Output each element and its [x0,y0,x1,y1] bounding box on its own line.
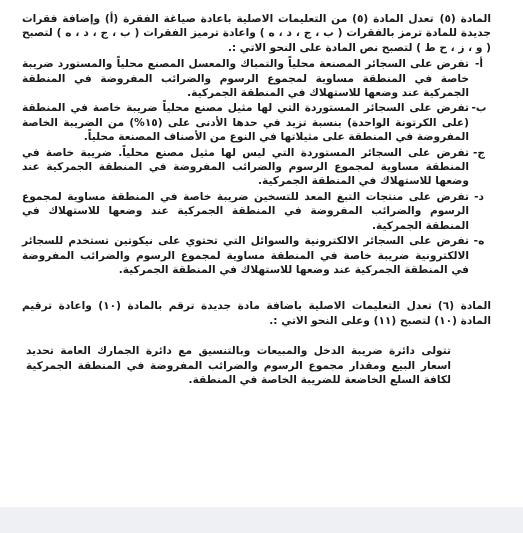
article-5-intro-text: تعدل المادة (٥) من التعليمات الاصلية باعادة صياغة الفقرة (أ) وإضافة فقرات جديدة للمادة ترمز بالفقرات ( ب ، ج ، د ، ه ) واعادة ترميز الفقرات ( ب ، ج ، د ، ه ) لتصبح ( و ، ز ، ح ط ) لتصبح نص المادة على النحو الاتي :. [22,13,491,54]
article-5-label: المادة (٥) [439,13,491,25]
item-text: تفرض على السجائر المصنعة محلياً والتمباك والمعسل المصنع محلياً والمستورد ضريبة خاصة في المنطقة مساوية لمجموع الرسوم والضرائب المفروضة في المنطقة الجمركية عند وضعها للاستهلاك في المنطقة الجمركية. [22,58,469,100]
item-letter: ج- [472,146,486,159]
article-5-item-c [22,146,486,189]
item-letter: د- [474,190,484,203]
article-6 [22,299,491,328]
article-5 [22,12,491,277]
item-letter: ب- [471,102,487,115]
closing-paragraph: تتولى دائرة ضريبة الدخل والمبيعات وبالتنسيق مع دائرة الجمارك العامة تحديد اسعار البيع ومقدار مجموع الرسوم والضرائب المفروضة في المنطقة الجمركية لكافة السلع الخاضعة للضريبة الخاصة في المنطقة. [26,345,451,386]
item-text: تفرض على السجائر المستوردة التي ليس لها مثيل مصنع محلياً. ضريبة خاصة في المنطقة مساوية لمجموع الرسوم والضرائب المفروضة في المنطقة الجمركية عند وضعها للاستهلاك في المنطقة الجمركية. [22,146,469,188]
item-text: تفرض على السجائر المستوردة التي لها مثيل مصنع محلياً ضريبة خاصة في المنطقة (على الكرتونة الواحدة) بنسبة تزيد في حدها الأدنى على (١٥%) من الضريبة الخاصة المفروضة في المنطقة على مثيلاتها في النوع من الأصناف المصنعة محلياً. [22,102,469,144]
article-5-item-e [22,234,485,277]
article-5-item-a [22,57,484,100]
article-6-label: المادة (٦) [437,300,491,313]
article-5-item-b [22,101,487,144]
article-5-items [22,57,491,277]
item-letter: أ- [474,58,484,71]
item-text: تفرض على منتجات التبغ المعد للتسخين ضريبة خاصة في المنطقة مساوية لمجموع الرسوم والضرائب المفروضة في المنطقة الجمركية عند وضعها للاستهلاك في المنطقة الجمركية. [22,190,469,232]
article-6-text: تعدل التعليمات الاصلية باضافة مادة جديدة ترقم بالمادة (١٠) واعادة ترقيم المادة (١٠) لتصبح (١١) وعلى النحو الاتي :. [22,300,491,327]
page-bottom-margin [0,507,523,533]
article-5-intro [22,12,491,55]
item-letter: ه- [473,235,485,248]
item-text: تفرض على السجائر الالكترونية والسوائل التي تحتوي على نيكوتين تستخدم للسجائر الالكترونية ضريبة خاصة في المنطقة مساوية لمجموع الرسوم والضرائب المفروضة في المنطقة الجمركية عند وضعها للاستهلاك في المنطقة الجمركية. [22,235,469,276]
article-6-intro [22,299,491,328]
article-5-item-d [22,190,484,233]
